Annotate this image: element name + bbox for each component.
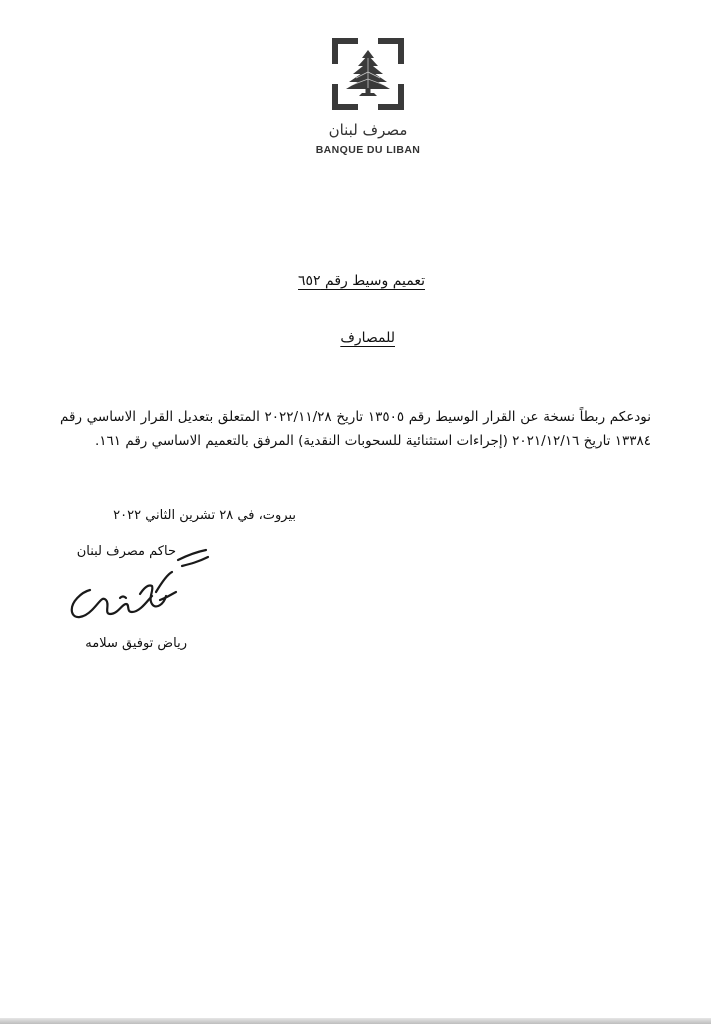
cedar-tree-icon [332,38,404,110]
circular-title: تعميم وسيط رقم ٦٥٢ [298,273,425,289]
place-and-date: بيروت، في ٢٨ تشرين الثاني ٢٠٢٢ [113,508,296,523]
page-bottom-edge [0,1018,711,1024]
brand-name-arabic: مصرف لبنان [328,121,408,139]
signer-name: رياض توفيق سلامه [85,636,187,651]
body-paragraph: نودعكم ربطاً نسخة عن القرار الوسيط رقم ١٣٥٠٥ تاريخ ٢٠٢٢/١١/٢٨ المتعلق بتعديل القرار الاساسي رقم ١٣٣٨٤ تاريخ ٢٠٢١/١٢/١٦ (إجراءات استثنائية للسحوبات النقدية) المرفق بالتعميم الاساسي رقم ١٦١. [60,409,651,449]
banque-du-liban-logo [332,38,404,110]
brand-name-french: BANQUE DU LIBAN [315,144,421,156]
recipient-line: للمصارف [340,330,395,346]
signer-title: حاكم مصرف لبنان [76,544,176,559]
handwritten-signature [60,538,230,638]
